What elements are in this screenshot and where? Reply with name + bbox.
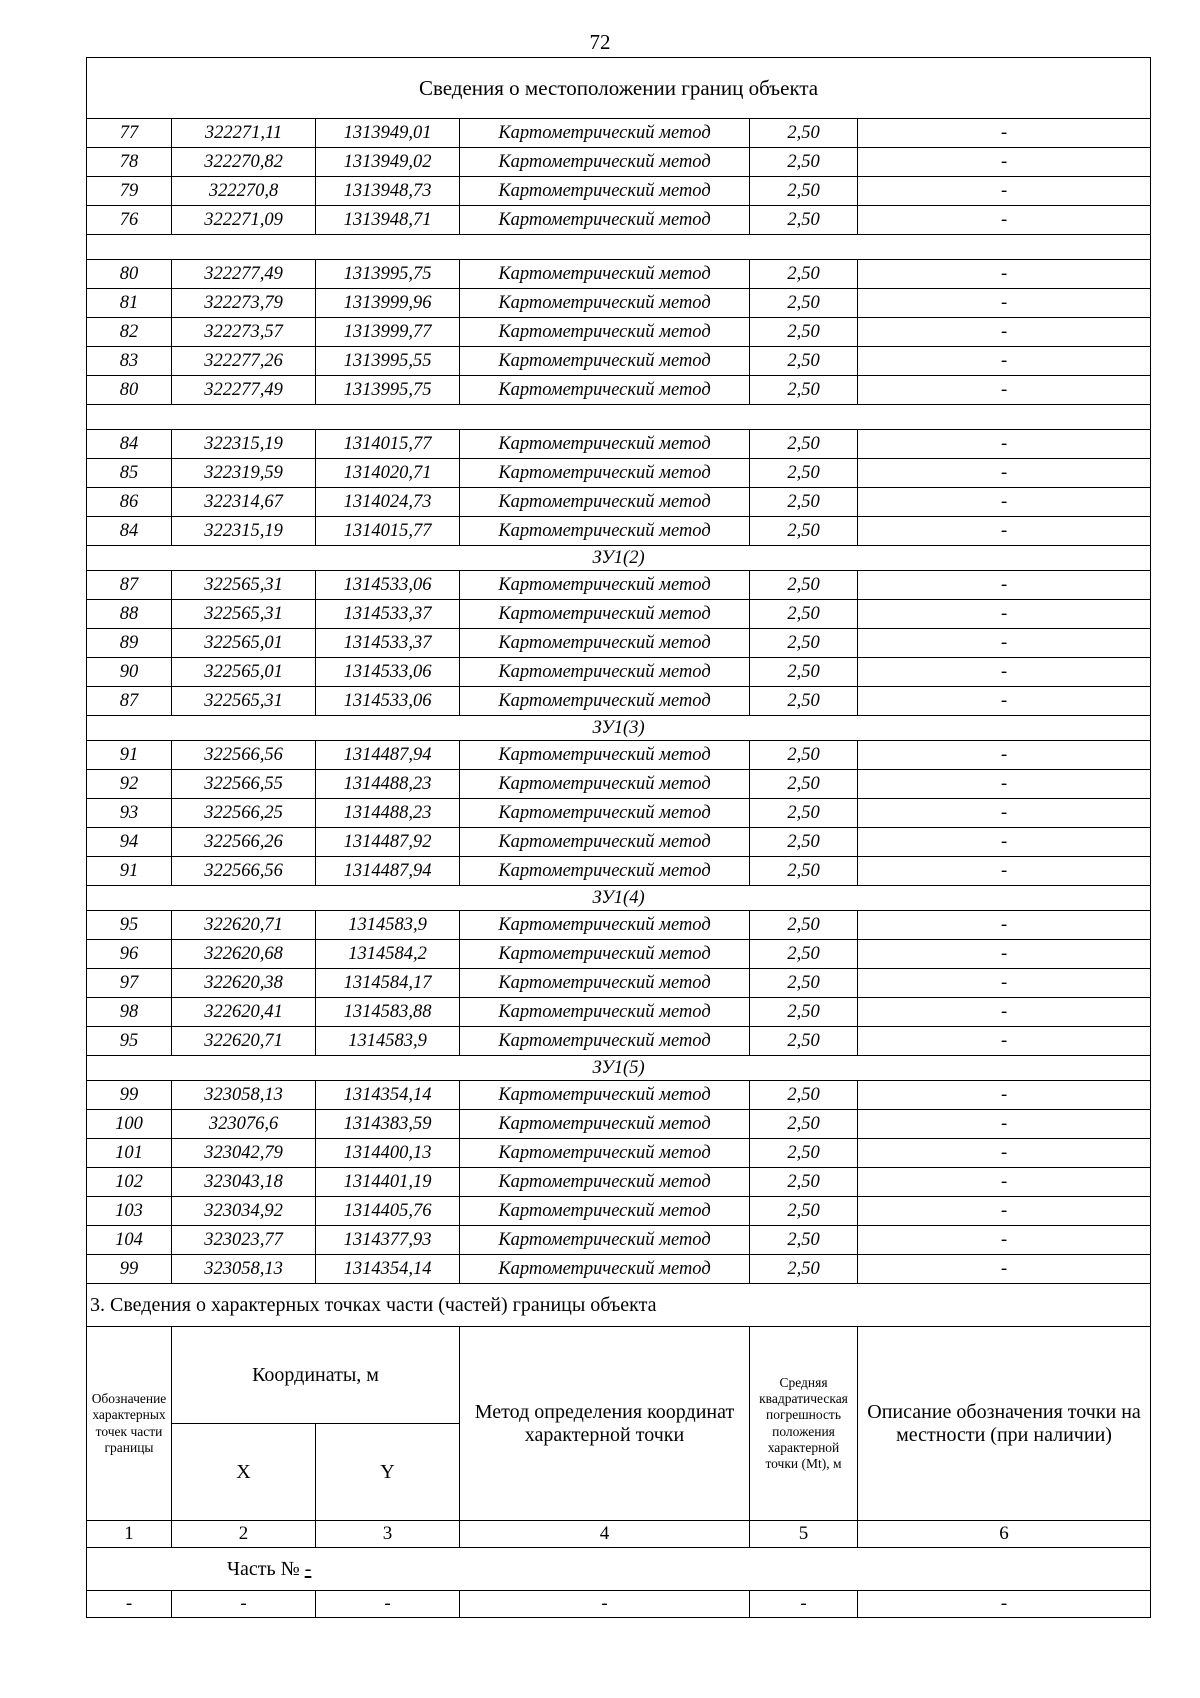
- table-row: [87, 289, 1151, 318]
- description-cell: -: [858, 488, 1151, 517]
- x-coordinate-cell: 322315,19: [172, 430, 316, 459]
- y-coordinate-cell: 1313999,77: [316, 318, 460, 347]
- header-error: Средняя квадратическая погрешность положения характерной точки (Mt), м: [750, 1327, 858, 1521]
- table-row: [87, 517, 1151, 546]
- method-cell: Картометрический метод: [460, 289, 750, 318]
- y-coordinate-cell: 1314354,14: [316, 1081, 460, 1110]
- method-cell: Картометрический метод: [460, 260, 750, 289]
- y-coordinate-cell: 1314583,9: [316, 911, 460, 940]
- method-cell: Картометрический метод: [460, 430, 750, 459]
- column-numbers-row: [87, 1521, 1151, 1548]
- part-label: Часть №: [227, 1557, 300, 1580]
- x-coordinate-cell: 322565,01: [172, 629, 316, 658]
- y-coordinate-cell: 1313995,55: [316, 347, 460, 376]
- x-coordinate-cell: 322620,71: [172, 911, 316, 940]
- header-coordinates: Координаты, м: [172, 1327, 460, 1424]
- x-coordinate-cell: 322566,25: [172, 799, 316, 828]
- table-row: [87, 1110, 1151, 1139]
- description-cell: -: [858, 1168, 1151, 1197]
- x-coordinate-cell: 323043,18: [172, 1168, 316, 1197]
- group-label-row: [87, 886, 1151, 911]
- group-label-row: [87, 546, 1151, 571]
- method-cell: Картометрический метод: [460, 318, 750, 347]
- error-cell: 2,50: [750, 571, 858, 600]
- table-row: [87, 1027, 1151, 1056]
- error-cell: 2,50: [750, 148, 858, 177]
- point-number-cell: 92: [87, 770, 172, 799]
- error-cell: 2,50: [750, 517, 858, 546]
- boundary-table: [86, 57, 1151, 1618]
- error-cell: 2,50: [750, 1027, 858, 1056]
- y-coordinate-cell: 1314015,77: [316, 517, 460, 546]
- point-number-cell: 90: [87, 658, 172, 687]
- description-cell: -: [858, 1226, 1151, 1255]
- description-cell: -: [858, 1197, 1151, 1226]
- method-cell: Картометрический метод: [460, 600, 750, 629]
- section-3-title-row: [87, 1284, 1151, 1327]
- x-coordinate-cell: 322565,01: [172, 658, 316, 687]
- table-row: [87, 1139, 1151, 1168]
- x-coordinate-cell: 322566,26: [172, 828, 316, 857]
- method-cell: Картометрический метод: [460, 857, 750, 886]
- description-cell: -: [858, 571, 1151, 600]
- description-cell: -: [858, 1027, 1151, 1056]
- x-coordinate-cell: 322277,26: [172, 347, 316, 376]
- x-coordinate-cell: 323076,6: [172, 1110, 316, 1139]
- method-cell: Картометрический метод: [460, 488, 750, 517]
- separator-row: [87, 235, 1151, 260]
- description-cell: -: [858, 1139, 1151, 1168]
- error-cell: 2,50: [750, 430, 858, 459]
- column-number: 1: [87, 1521, 172, 1548]
- x-coordinate-cell: 322314,67: [172, 488, 316, 517]
- point-number-cell: 81: [87, 289, 172, 318]
- part-row: [87, 1548, 1151, 1591]
- table-row: [87, 318, 1151, 347]
- method-cell: Картометрический метод: [460, 1110, 750, 1139]
- error-cell: 2,50: [750, 940, 858, 969]
- point-number-cell: 77: [87, 119, 172, 148]
- table-row: [87, 1168, 1151, 1197]
- point-number-cell: 102: [87, 1168, 172, 1197]
- point-number-cell: 91: [87, 741, 172, 770]
- x-coordinate-cell: 322273,57: [172, 318, 316, 347]
- description-cell: -: [858, 969, 1151, 998]
- y-coordinate-cell: 1314354,14: [316, 1255, 460, 1284]
- description-cell: -: [858, 1081, 1151, 1110]
- table-row: [87, 1197, 1151, 1226]
- error-cell: 2,50: [750, 998, 858, 1027]
- x-coordinate-cell: 322271,09: [172, 206, 316, 235]
- y-coordinate-cell: 1314533,06: [316, 571, 460, 600]
- x-coordinate-cell: 322270,82: [172, 148, 316, 177]
- method-cell: Картометрический метод: [460, 1168, 750, 1197]
- x-coordinate-cell: 322315,19: [172, 517, 316, 546]
- x-coordinate-cell: 322319,59: [172, 459, 316, 488]
- y-coordinate-cell: 1313999,96: [316, 289, 460, 318]
- method-cell: Картометрический метод: [460, 658, 750, 687]
- x-coordinate-cell: 323042,79: [172, 1139, 316, 1168]
- table-row: [87, 940, 1151, 969]
- table-row: [87, 119, 1151, 148]
- method-cell: Картометрический метод: [460, 911, 750, 940]
- y-coordinate-cell: -: [316, 1591, 460, 1618]
- boundary-table-body: [87, 58, 1151, 1618]
- point-number-cell: 88: [87, 600, 172, 629]
- description-cell: -: [858, 1110, 1151, 1139]
- y-coordinate-cell: 1314583,88: [316, 998, 460, 1027]
- y-coordinate-cell: 1314020,71: [316, 459, 460, 488]
- error-cell: 2,50: [750, 857, 858, 886]
- description-cell: -: [858, 770, 1151, 799]
- error-cell: 2,50: [750, 770, 858, 799]
- method-cell: Картометрический метод: [460, 206, 750, 235]
- y-coordinate-cell: 1314488,23: [316, 770, 460, 799]
- x-coordinate-cell: -: [172, 1591, 316, 1618]
- header-x: X: [172, 1424, 316, 1521]
- table-row: [87, 206, 1151, 235]
- point-number-cell: 84: [87, 430, 172, 459]
- error-cell: 2,50: [750, 1255, 858, 1284]
- header-description: Описание обозначения точки на местности (при наличии): [858, 1327, 1151, 1521]
- point-number-cell: 85: [87, 459, 172, 488]
- y-coordinate-cell: 1313949,02: [316, 148, 460, 177]
- table-row: [87, 969, 1151, 998]
- point-number-cell: 87: [87, 687, 172, 716]
- description-cell: -: [858, 687, 1151, 716]
- page-number: 72: [589, 30, 611, 54]
- point-number-cell: 93: [87, 799, 172, 828]
- table-row: [87, 629, 1151, 658]
- description-cell: -: [858, 600, 1151, 629]
- y-coordinate-cell: 1314533,06: [316, 687, 460, 716]
- method-cell: Картометрический метод: [460, 1027, 750, 1056]
- error-cell: 2,50: [750, 658, 858, 687]
- table-row: [87, 911, 1151, 940]
- y-coordinate-cell: 1314487,94: [316, 741, 460, 770]
- description-cell: -: [858, 347, 1151, 376]
- separator-row: [87, 405, 1151, 430]
- table-row: [87, 260, 1151, 289]
- point-number-cell: 103: [87, 1197, 172, 1226]
- error-cell: 2,50: [750, 1197, 858, 1226]
- description-cell: -: [858, 1591, 1151, 1618]
- x-coordinate-cell: 322566,56: [172, 741, 316, 770]
- error-cell: 2,50: [750, 741, 858, 770]
- x-coordinate-cell: 322271,11: [172, 119, 316, 148]
- table-title: Сведения о местоположении границ объекта: [87, 58, 1151, 119]
- point-number-cell: 78: [87, 148, 172, 177]
- point-number-cell: 76: [87, 206, 172, 235]
- table-row: [87, 998, 1151, 1027]
- y-coordinate-cell: 1313995,75: [316, 260, 460, 289]
- point-number-cell: 84: [87, 517, 172, 546]
- y-coordinate-cell: 1313949,01: [316, 119, 460, 148]
- method-cell: Картометрический метод: [460, 1255, 750, 1284]
- description-cell: -: [858, 318, 1151, 347]
- header-y: Y: [316, 1424, 460, 1521]
- table-row: [87, 857, 1151, 886]
- x-coordinate-cell: 322565,31: [172, 600, 316, 629]
- group-label: ЗУ1(4): [87, 886, 1151, 911]
- method-cell: Картометрический метод: [460, 376, 750, 405]
- x-coordinate-cell: 322620,71: [172, 1027, 316, 1056]
- point-number-cell: 101: [87, 1139, 172, 1168]
- part-cell: [87, 1548, 1151, 1591]
- point-number-cell: 83: [87, 347, 172, 376]
- point-number-cell: 96: [87, 940, 172, 969]
- table-row: [87, 430, 1151, 459]
- y-coordinate-cell: 1314401,19: [316, 1168, 460, 1197]
- header-point-designation: Обозначение характерных точек части границы: [87, 1327, 172, 1521]
- separator-cell: [87, 235, 1151, 260]
- description-cell: -: [858, 1255, 1151, 1284]
- method-cell: Картометрический метод: [460, 940, 750, 969]
- description-cell: -: [858, 459, 1151, 488]
- description-cell: -: [858, 658, 1151, 687]
- description-cell: -: [858, 430, 1151, 459]
- y-coordinate-cell: 1314487,94: [316, 857, 460, 886]
- point-number-cell: 104: [87, 1226, 172, 1255]
- error-cell: 2,50: [750, 600, 858, 629]
- point-number-cell: 99: [87, 1081, 172, 1110]
- y-coordinate-cell: 1313995,75: [316, 376, 460, 405]
- description-cell: -: [858, 206, 1151, 235]
- method-cell: Картометрический метод: [460, 770, 750, 799]
- table-row: [87, 770, 1151, 799]
- method-cell: Картометрический метод: [460, 998, 750, 1027]
- description-cell: -: [858, 148, 1151, 177]
- table-row: [87, 488, 1151, 517]
- error-cell: 2,50: [750, 1081, 858, 1110]
- table-row: [87, 741, 1151, 770]
- description-cell: -: [858, 998, 1151, 1027]
- description-cell: -: [858, 911, 1151, 940]
- point-number-cell: -: [87, 1591, 172, 1618]
- method-cell: -: [460, 1591, 750, 1618]
- error-cell: 2,50: [750, 318, 858, 347]
- description-cell: -: [858, 741, 1151, 770]
- method-cell: Картометрический метод: [460, 1139, 750, 1168]
- error-cell: 2,50: [750, 119, 858, 148]
- point-number-cell: 99: [87, 1255, 172, 1284]
- y-coordinate-cell: 1314533,37: [316, 600, 460, 629]
- x-coordinate-cell: 323023,77: [172, 1226, 316, 1255]
- x-coordinate-cell: 322620,41: [172, 998, 316, 1027]
- x-coordinate-cell: 323058,13: [172, 1255, 316, 1284]
- x-coordinate-cell: 322565,31: [172, 687, 316, 716]
- point-number-cell: 89: [87, 629, 172, 658]
- method-cell: Картометрический метод: [460, 1081, 750, 1110]
- error-cell: 2,50: [750, 260, 858, 289]
- x-coordinate-cell: 322273,79: [172, 289, 316, 318]
- point-number-cell: 86: [87, 488, 172, 517]
- point-number-cell: 82: [87, 318, 172, 347]
- y-coordinate-cell: 1313948,73: [316, 177, 460, 206]
- y-coordinate-cell: 1314024,73: [316, 488, 460, 517]
- separator-cell: [87, 405, 1151, 430]
- x-coordinate-cell: 323058,13: [172, 1081, 316, 1110]
- point-number-cell: 80: [87, 376, 172, 405]
- group-label-row: [87, 716, 1151, 741]
- table-row: [87, 376, 1151, 405]
- error-cell: 2,50: [750, 289, 858, 318]
- point-number-cell: 79: [87, 177, 172, 206]
- y-coordinate-cell: 1314405,76: [316, 1197, 460, 1226]
- error-cell: 2,50: [750, 629, 858, 658]
- point-number-cell: 80: [87, 260, 172, 289]
- description-cell: -: [858, 260, 1151, 289]
- error-cell: 2,50: [750, 799, 858, 828]
- point-number-cell: 94: [87, 828, 172, 857]
- y-coordinate-cell: 1314533,06: [316, 658, 460, 687]
- error-cell: 2,50: [750, 1226, 858, 1255]
- method-cell: Картометрический метод: [460, 741, 750, 770]
- error-cell: 2,50: [750, 376, 858, 405]
- method-cell: Картометрический метод: [460, 799, 750, 828]
- x-coordinate-cell: 322566,55: [172, 770, 316, 799]
- table-row: [87, 687, 1151, 716]
- x-coordinate-cell: 322565,31: [172, 571, 316, 600]
- method-cell: Картометрический метод: [460, 517, 750, 546]
- part-number: -: [304, 1557, 312, 1580]
- table-row: [87, 799, 1151, 828]
- method-cell: Картометрический метод: [460, 119, 750, 148]
- header-method: Метод определения координат характерной точки: [460, 1327, 750, 1521]
- y-coordinate-cell: 1314487,92: [316, 828, 460, 857]
- y-coordinate-cell: 1314488,23: [316, 799, 460, 828]
- y-coordinate-cell: 1314015,77: [316, 430, 460, 459]
- description-cell: -: [858, 177, 1151, 206]
- y-coordinate-cell: 1314377,93: [316, 1226, 460, 1255]
- method-cell: Картометрический метод: [460, 629, 750, 658]
- table-row: [87, 347, 1151, 376]
- table-row: [87, 1226, 1151, 1255]
- method-cell: Картометрический метод: [460, 571, 750, 600]
- table-row: [87, 600, 1151, 629]
- method-cell: Картометрический метод: [460, 687, 750, 716]
- error-cell: 2,50: [750, 177, 858, 206]
- error-cell: 2,50: [750, 488, 858, 517]
- point-number-cell: 91: [87, 857, 172, 886]
- description-cell: -: [858, 828, 1151, 857]
- table-row: [87, 459, 1151, 488]
- y-coordinate-cell: 1314583,9: [316, 1027, 460, 1056]
- description-cell: -: [858, 119, 1151, 148]
- point-number-cell: 87: [87, 571, 172, 600]
- column-number: 6: [858, 1521, 1151, 1548]
- column-number: 5: [750, 1521, 858, 1548]
- description-cell: -: [858, 517, 1151, 546]
- description-cell: -: [858, 940, 1151, 969]
- y-coordinate-cell: 1314584,17: [316, 969, 460, 998]
- group-label: ЗУ1(5): [87, 1056, 1151, 1081]
- method-cell: Картометрический метод: [460, 969, 750, 998]
- error-cell: 2,50: [750, 911, 858, 940]
- table-row: [87, 571, 1151, 600]
- table-row: [87, 1081, 1151, 1110]
- error-cell: 2,50: [750, 969, 858, 998]
- error-cell: 2,50: [750, 828, 858, 857]
- method-cell: Картометрический метод: [460, 1197, 750, 1226]
- x-coordinate-cell: 322620,68: [172, 940, 316, 969]
- y-coordinate-cell: 1313948,71: [316, 206, 460, 235]
- error-cell: 2,50: [750, 687, 858, 716]
- y-coordinate-cell: 1314533,37: [316, 629, 460, 658]
- group-label-row: [87, 1056, 1151, 1081]
- table-row: [87, 148, 1151, 177]
- table-row: [87, 658, 1151, 687]
- point-number-cell: 95: [87, 1027, 172, 1056]
- error-cell: 2,50: [750, 347, 858, 376]
- column-number: 3: [316, 1521, 460, 1548]
- header-row: [87, 1327, 1151, 1424]
- x-coordinate-cell: 322566,56: [172, 857, 316, 886]
- section-3-title: 3. Сведения о характерных точках части (частей) границы объекта: [87, 1284, 1151, 1327]
- point-number-cell: 100: [87, 1110, 172, 1139]
- method-cell: Картометрический метод: [460, 1226, 750, 1255]
- table-row: [87, 828, 1151, 857]
- description-cell: -: [858, 289, 1151, 318]
- error-cell: 2,50: [750, 1168, 858, 1197]
- method-cell: Картометрический метод: [460, 347, 750, 376]
- point-number-cell: 97: [87, 969, 172, 998]
- error-cell: 2,50: [750, 1110, 858, 1139]
- error-cell: 2,50: [750, 206, 858, 235]
- table-row: [87, 1255, 1151, 1284]
- x-coordinate-cell: 322270,8: [172, 177, 316, 206]
- description-cell: -: [858, 376, 1151, 405]
- description-cell: -: [858, 629, 1151, 658]
- error-cell: 2,50: [750, 459, 858, 488]
- method-cell: Картометрический метод: [460, 177, 750, 206]
- method-cell: Картометрический метод: [460, 459, 750, 488]
- method-cell: Картометрический метод: [460, 148, 750, 177]
- error-cell: -: [750, 1591, 858, 1618]
- y-coordinate-cell: 1314400,13: [316, 1139, 460, 1168]
- empty-data-row: [87, 1591, 1151, 1618]
- method-cell: Картометрический метод: [460, 828, 750, 857]
- description-cell: -: [858, 857, 1151, 886]
- error-cell: 2,50: [750, 1139, 858, 1168]
- column-number: 4: [460, 1521, 750, 1548]
- group-label: ЗУ1(2): [87, 546, 1151, 571]
- description-cell: -: [858, 799, 1151, 828]
- x-coordinate-cell: 323034,92: [172, 1197, 316, 1226]
- y-coordinate-cell: 1314584,2: [316, 940, 460, 969]
- table-row: [87, 177, 1151, 206]
- group-label: ЗУ1(3): [87, 716, 1151, 741]
- point-number-cell: 95: [87, 911, 172, 940]
- column-number: 2: [172, 1521, 316, 1548]
- x-coordinate-cell: 322620,38: [172, 969, 316, 998]
- x-coordinate-cell: 322277,49: [172, 376, 316, 405]
- point-number-cell: 98: [87, 998, 172, 1027]
- y-coordinate-cell: 1314383,59: [316, 1110, 460, 1139]
- x-coordinate-cell: 322277,49: [172, 260, 316, 289]
